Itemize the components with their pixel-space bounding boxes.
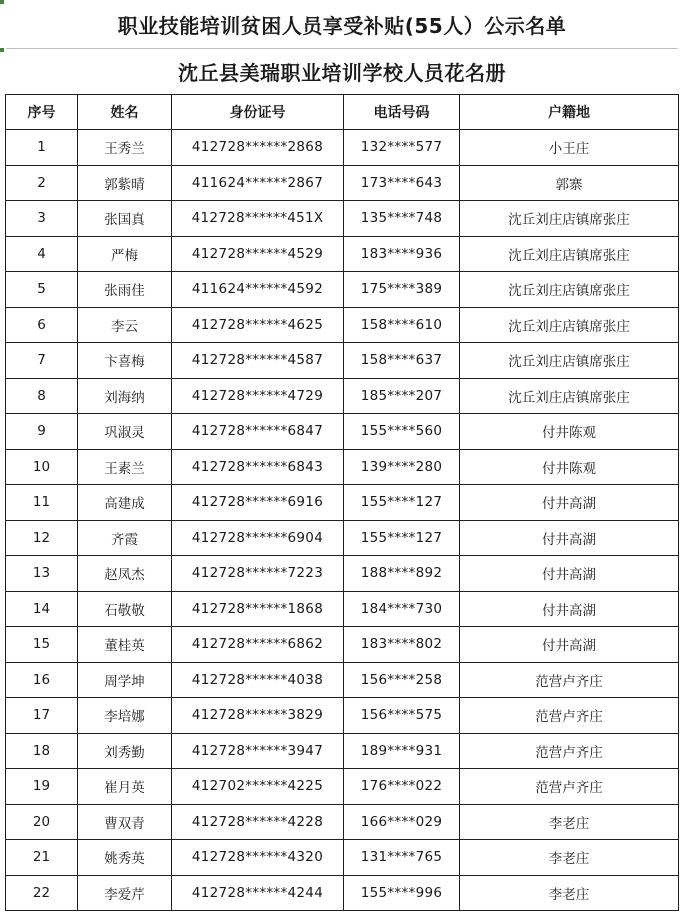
cell-address: 沈丘刘庄店镇席张庄 [460,343,679,379]
cell-no: 6 [6,307,78,343]
table-row [6,556,679,592]
table-row [6,378,679,414]
cell-name: 李云 [78,307,172,343]
cell-name: 王素兰 [78,449,172,485]
cell-name: 崔月英 [78,769,172,805]
cell-id-number: 412728******4625 [172,307,344,343]
cell-no: 18 [6,733,78,769]
cell-no: 8 [6,378,78,414]
page-title: 职业技能培训贫困人员享受补贴(55人）公示名单 [6,0,678,49]
cell-address: 李老庄 [460,875,679,911]
cell-address: 李老庄 [460,804,679,840]
cell-address: 小王庄 [460,130,679,166]
cell-address: 范营卢齐庄 [460,733,679,769]
cell-address: 沈丘刘庄店镇席张庄 [460,201,679,237]
cell-id-number: 412728******6843 [172,449,344,485]
cell-no: 15 [6,627,78,663]
table-row [6,698,679,734]
cell-id-number: 412728******4228 [172,804,344,840]
cell-name: 周学坤 [78,662,172,698]
row-marker [0,0,4,4]
table-row [6,201,679,237]
cell-id-number: 412702******4225 [172,769,344,805]
cell-id-number: 412728******451X [172,201,344,237]
cell-no: 12 [6,520,78,556]
cell-address: 付井陈观 [460,414,679,450]
cell-no: 1 [6,130,78,166]
cell-phone: 135****748 [344,201,460,237]
table-row [6,449,679,485]
table-row [6,130,679,166]
table-row [6,840,679,876]
cell-name: 张雨佳 [78,272,172,308]
cell-id-number: 412728******6847 [172,414,344,450]
cell-id-number: 412728******4244 [172,875,344,911]
page-subtitle: 沈丘县美瑞职业培训学校人员花名册 [178,61,506,85]
cell-phone: 155****996 [344,875,460,911]
cell-name: 刘海纳 [78,378,172,414]
cell-name: 刘秀勤 [78,733,172,769]
cell-no: 20 [6,804,78,840]
cell-name: 李爱芹 [78,875,172,911]
cell-no: 14 [6,591,78,627]
cell-address: 付井高湖 [460,556,679,592]
cell-id-number: 412728******4587 [172,343,344,379]
cell-address: 范营卢齐庄 [460,769,679,805]
cell-phone: 155****560 [344,414,460,450]
cell-phone: 185****207 [344,378,460,414]
cell-name: 卞喜梅 [78,343,172,379]
cell-no: 19 [6,769,78,805]
cell-id-number: 412728******6916 [172,485,344,521]
table-row [6,591,679,627]
table-row [6,627,679,663]
table-row [6,343,679,379]
cell-name: 姚秀英 [78,840,172,876]
table-body [6,130,679,911]
cell-address: 沈丘刘庄店镇席张庄 [460,272,679,308]
cell-address: 李老庄 [460,840,679,876]
cell-address: 范营卢齐庄 [460,662,679,698]
cell-phone: 176****022 [344,769,460,805]
column-header-no: 序号 [6,95,78,130]
cell-id-number: 412728******4038 [172,662,344,698]
cell-address: 付井高湖 [460,591,679,627]
cell-phone: 188****892 [344,556,460,592]
table-row [6,733,679,769]
cell-phone: 183****802 [344,627,460,663]
table-row [6,662,679,698]
cell-no: 10 [6,449,78,485]
cell-address: 范营卢齐庄 [460,698,679,734]
table-row [6,236,679,272]
cell-id-number: 412728******6862 [172,627,344,663]
cell-no: 17 [6,698,78,734]
table-row [6,804,679,840]
cell-phone: 158****610 [344,307,460,343]
column-header-id: 身份证号 [172,95,344,130]
column-header-phone: 电话号码 [344,95,460,130]
column-header-name: 姓名 [78,95,172,130]
cell-id-number: 412728******3947 [172,733,344,769]
table-row [6,875,679,911]
cell-phone: 166****029 [344,804,460,840]
cell-name: 张国真 [78,201,172,237]
cell-name: 曹双青 [78,804,172,840]
cell-no: 7 [6,343,78,379]
table-row [6,272,679,308]
cell-no: 13 [6,556,78,592]
cell-name: 巩淑灵 [78,414,172,450]
cell-no: 3 [6,201,78,237]
cell-name: 石敬敬 [78,591,172,627]
cell-phone: 173****643 [344,165,460,201]
cell-id-number: 411624******2867 [172,165,344,201]
cell-id-number: 412728******4729 [172,378,344,414]
row-marker [0,48,4,52]
cell-address: 郭寨 [460,165,679,201]
cell-phone: 139****280 [344,449,460,485]
cell-no: 11 [6,485,78,521]
cell-address: 付井高湖 [460,485,679,521]
cell-id-number: 412728******3829 [172,698,344,734]
cell-id-number: 412728******4529 [172,236,344,272]
roster-table [5,94,679,911]
table-row [6,307,679,343]
cell-address: 付井高湖 [460,520,679,556]
cell-no: 22 [6,875,78,911]
table-header-row [6,95,679,130]
cell-no: 21 [6,840,78,876]
cell-address: 沈丘刘庄店镇席张庄 [460,307,679,343]
cell-phone: 131****765 [344,840,460,876]
table-row [6,520,679,556]
cell-id-number: 412728******1868 [172,591,344,627]
cell-address: 付井陈观 [460,449,679,485]
cell-address: 沈丘刘庄店镇席张庄 [460,236,679,272]
cell-phone: 189****931 [344,733,460,769]
cell-name: 王秀兰 [78,130,172,166]
table-row [6,414,679,450]
cell-phone: 175****389 [344,272,460,308]
cell-phone: 156****575 [344,698,460,734]
cell-name: 齐霞 [78,520,172,556]
cell-phone: 132****577 [344,130,460,166]
table-row [6,165,679,201]
cell-id-number: 412728******7223 [172,556,344,592]
cell-id-number: 411624******4592 [172,272,344,308]
cell-no: 2 [6,165,78,201]
cell-address: 沈丘刘庄店镇席张庄 [460,378,679,414]
cell-id-number: 412728******4320 [172,840,344,876]
cell-phone: 155****127 [344,485,460,521]
cell-phone: 156****258 [344,662,460,698]
cell-phone: 155****127 [344,520,460,556]
table-row [6,769,679,805]
cell-no: 9 [6,414,78,450]
cell-no: 4 [6,236,78,272]
cell-no: 5 [6,272,78,308]
cell-id-number: 412728******6904 [172,520,344,556]
cell-name: 李培娜 [78,698,172,734]
cell-no: 16 [6,662,78,698]
cell-phone: 158****637 [344,343,460,379]
cell-name: 赵凤杰 [78,556,172,592]
cell-name: 郭紫晴 [78,165,172,201]
cell-address: 付井高湖 [460,627,679,663]
cell-name: 董桂英 [78,627,172,663]
cell-name: 高建成 [78,485,172,521]
column-header-address: 户籍地 [460,95,679,130]
cell-phone: 183****936 [344,236,460,272]
cell-name: 严梅 [78,236,172,272]
table-row [6,485,679,521]
cell-phone: 184****730 [344,591,460,627]
cell-id-number: 412728******2868 [172,130,344,166]
